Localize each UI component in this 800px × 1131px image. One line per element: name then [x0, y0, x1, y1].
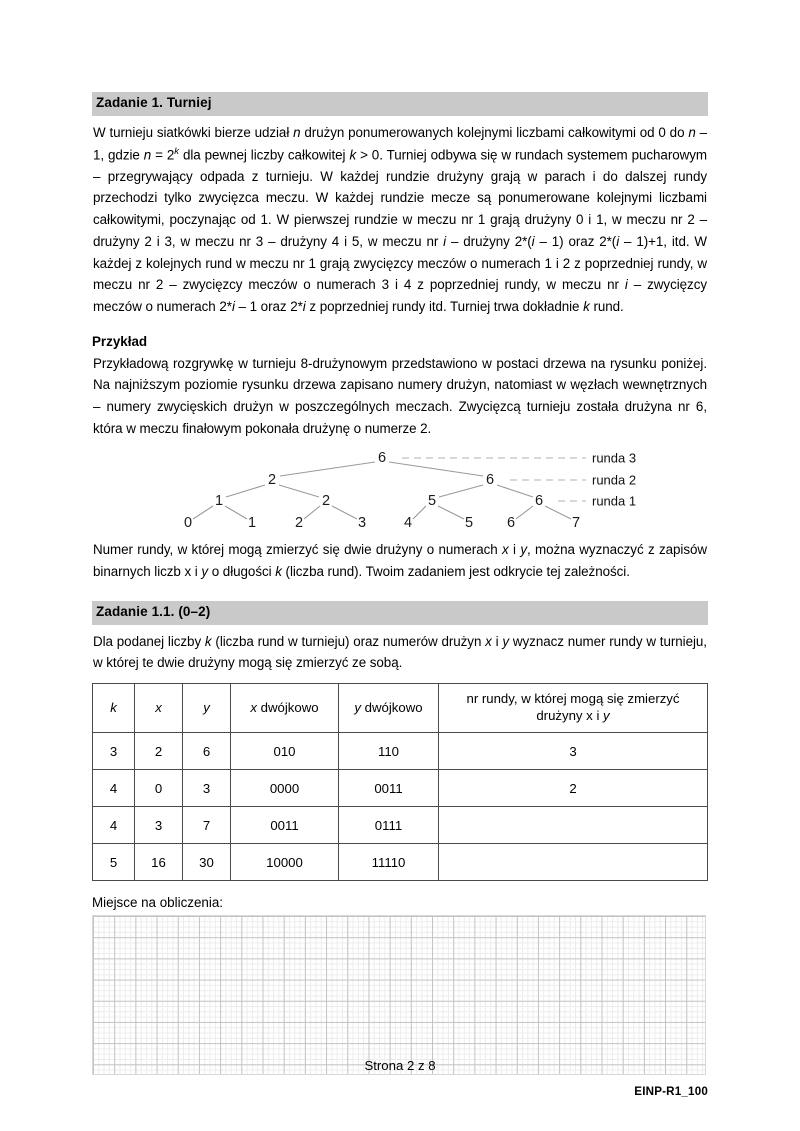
col-header-round — [439, 684, 708, 733]
exam-code: EINP-R1_100 — [634, 1085, 708, 1098]
tree-leaf-3: 3 — [357, 515, 367, 532]
tree-node-r1-2: 2 — [321, 493, 331, 510]
cell-k: 4 — [93, 807, 135, 844]
col-header-x: x — [135, 684, 183, 733]
tree-leaf-1: 1 — [247, 515, 257, 532]
cell-x-binary: 010 — [231, 733, 339, 770]
cell-x-binary: 10000 — [231, 844, 339, 881]
tree-node-root-6: 6 — [377, 450, 387, 467]
round-label-3: runda 3 — [592, 450, 637, 466]
cell-x-binary: 0011 — [231, 807, 339, 844]
task-1-heading: Zadanie 1. Turniej — [92, 92, 708, 116]
col-header-x-binary: x dwójkowo — [231, 684, 339, 733]
tree-node-r2-right-6: 6 — [485, 472, 495, 489]
col-header-round-line2: drużyny x i y — [536, 708, 610, 724]
col-header-y: y — [183, 684, 231, 733]
tree-leaf-5: 5 — [464, 515, 474, 532]
answer-table — [92, 683, 708, 881]
cell-round-answer[interactable] — [439, 807, 708, 844]
cell-round-answer[interactable]: 3 — [439, 733, 708, 770]
answer-table-body — [93, 733, 708, 881]
task-1-1-heading: Zadanie 1.1. (0–2) — [92, 601, 708, 625]
cell-round-answer[interactable]: 2 — [439, 770, 708, 807]
cell-y: 6 — [183, 733, 231, 770]
task-1-closing-note: Numer rundy, w której mogą zmierzyć się dwie drużyny o numerach x i y, można wyznaczyć z zapisów binarnych liczb x i y o długości k (liczba rund). Twoim zadaniem jest odkrycie tej zależności. — [93, 542, 707, 580]
scratch-area-label: Miejsce na obliczenia: — [92, 895, 223, 911]
table-row — [93, 770, 708, 807]
page-number: Strona 2 z 8 — [364, 1058, 436, 1073]
example-heading: Przykład — [92, 333, 148, 349]
cell-x-binary: 0000 — [231, 770, 339, 807]
scratch-grid-area[interactable] — [92, 915, 706, 1075]
tree-leaf-2: 2 — [294, 515, 304, 532]
task-1-1-instruction: Dla podanej liczby k (liczba rund w turnieju) oraz numerów drużyn x i y wyznacz numer rundy w turnieju, w której te dwie drużyny mogą się zmierzyć ze sobą. — [93, 633, 707, 671]
cell-y-binary: 0111 — [339, 807, 439, 844]
task-1-description: W turnieju siatkówki bierze udział n drużyn ponumerowanych kolejnymi liczbami całkowitymi od 0 do n – 1, gdzie $n = 2^k$ dla pewnej liczby całkowitej k > 0. Turniej odbywa się w rundach systemem pucharowym – przegrywający odpada z turnieju. W każdej rundzie drużyny grają w parach i do dalszej rundy przechodzi tylko zwycięzca meczu. W każdej rundzie mecze są ponumerowane kolejnymi liczbami całkowitymi, poczynając od 1. W pierwszej rundzie w meczu nr 1 grają drużyny 0 i 1, w meczu nr 2 – drużyny 2 i 3, w meczu nr 3 – drużyny 4 i 5, w meczu nr i – drużyny 2*(i – 1) oraz 2*(i – 1)+1, itd. W każdej z kolejnych rund w meczu nr 1 grają zwycięzcy meczów o numerach 1 i 2 z poprzedniej rundy, w meczu nr 2 – zwycięzcy meczów o numerach 3 i 4 z poprzedniej rundy, w meczu nr i – zwycięzcy meczów o numerach 2*i – 1 oraz 2*i z poprzedniej rundy itd. Turniej trwa dokładnie k rund. — [93, 124, 708, 314]
cell-y-binary: 110 — [339, 733, 439, 770]
tournament-tree-diagram — [92, 449, 708, 535]
cell-y: 3 — [183, 770, 231, 807]
cell-y-binary: 11110 — [339, 844, 439, 881]
cell-k: 3 — [93, 733, 135, 770]
cell-x: 16 — [135, 844, 183, 881]
cell-x: 0 — [135, 770, 183, 807]
tree-edge-group — [193, 462, 571, 519]
cell-y-binary: 0011 — [339, 770, 439, 807]
tree-leaf-6: 6 — [506, 515, 516, 532]
cell-y: 30 — [183, 844, 231, 881]
cell-round-answer[interactable] — [439, 844, 708, 881]
tree-node-r1-5: 5 — [427, 493, 437, 510]
tree-node-r1-6: 6 — [534, 493, 544, 510]
col-header-y-binary: y dwójkowo — [339, 684, 439, 733]
page-content — [92, 92, 708, 1075]
cell-x: 3 — [135, 807, 183, 844]
tree-node-r1-1: 1 — [214, 493, 224, 510]
cell-k: 4 — [93, 770, 135, 807]
example-description: Przykładową rozgrywkę w turnieju 8-drużynowym przedstawiono w postaci drzewa na rysunku poniżej. Na najniższym poziomie rysunku drzewa zapisano numery drużyn, natomiast w węzłach wewnętrznych – numery zwycięskich drużyn w poszczególnych meczach. Zwycięzcą turnieju została drużyna nr 6, która w meczu finałowym pokonała drużynę o numerze 2. — [93, 355, 707, 436]
cell-x: 2 — [135, 733, 183, 770]
col-header-round-line1: nr rundy, w której mogą się zmierzyć — [466, 691, 680, 707]
cell-k: 5 — [93, 844, 135, 881]
table-row — [93, 807, 708, 844]
table-header-row — [93, 684, 708, 733]
cell-y: 7 — [183, 807, 231, 844]
tree-node-r2-left-2: 2 — [267, 472, 277, 489]
table-row — [93, 733, 708, 770]
page-footer — [0, 1058, 800, 1098]
col-header-k: k — [93, 684, 135, 733]
round-label-2: runda 2 — [592, 472, 637, 488]
tree-leaf-4: 4 — [403, 515, 413, 532]
table-row — [93, 844, 708, 881]
round-label-1: runda 1 — [592, 493, 637, 509]
tree-leaf-0: 0 — [183, 515, 193, 532]
tree-leaf-7: 7 — [571, 515, 581, 532]
